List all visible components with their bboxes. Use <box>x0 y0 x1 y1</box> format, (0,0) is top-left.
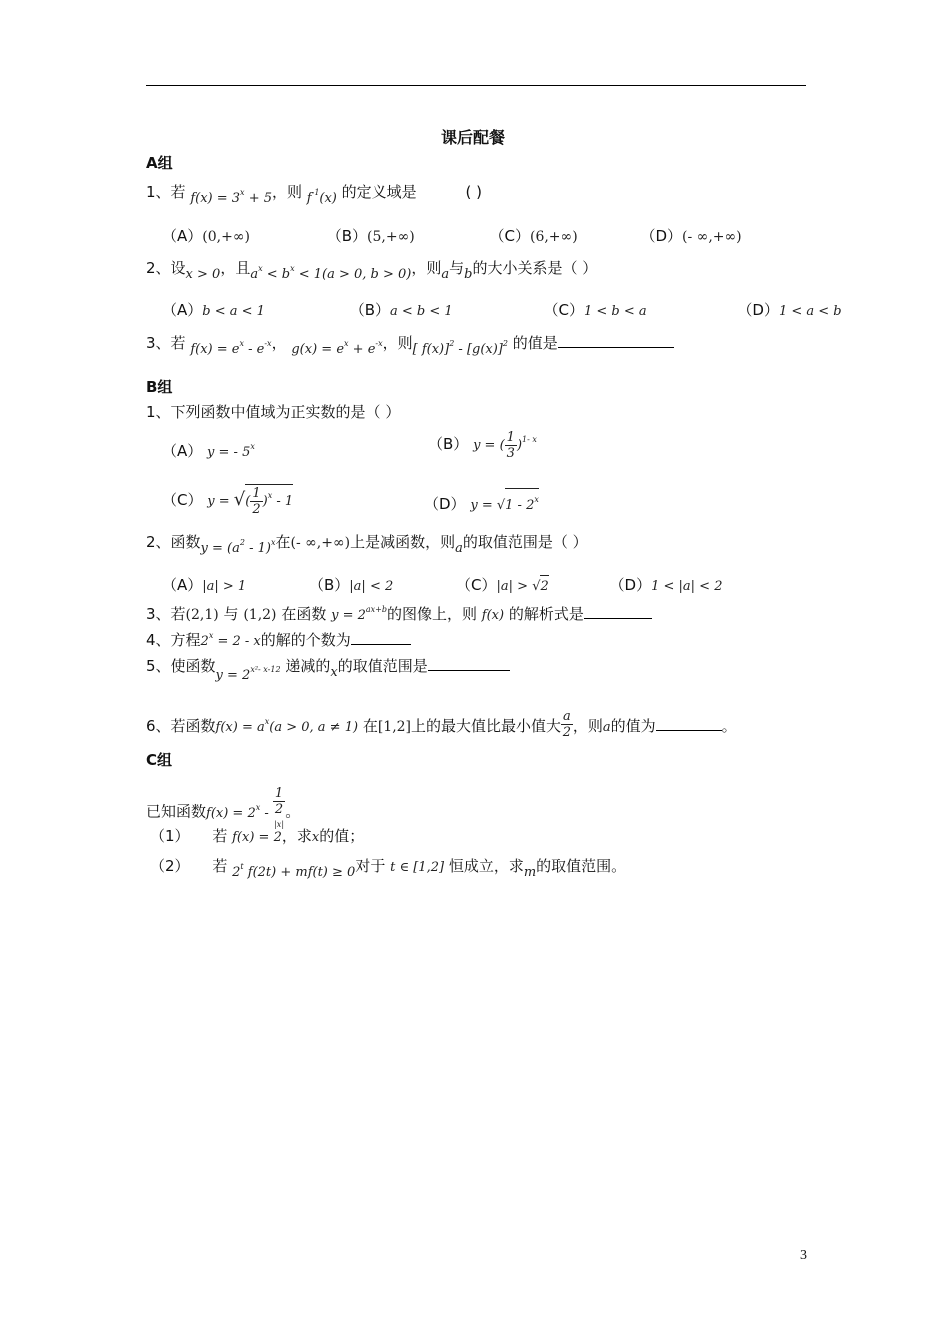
option-label: （C） <box>489 227 530 245</box>
option-value: (0,+∞) <box>202 229 250 245</box>
answer-blank[interactable] <box>558 332 674 348</box>
option-label: （D） <box>424 495 466 513</box>
q-text: 。 <box>285 802 301 821</box>
q-text: 上的最大值比最小值大 <box>411 717 562 735</box>
q-text: 的值为 <box>610 717 656 735</box>
answer-blank[interactable] <box>428 655 510 671</box>
option-label: （D） <box>609 576 652 594</box>
q-text: ，求 <box>281 827 312 845</box>
math-expr: t ∈ [1,2] <box>390 860 445 875</box>
page-number: 3 <box>800 1248 807 1263</box>
q-text: 恒成立，求 <box>448 857 524 875</box>
option-value: y = √1 - 2$^x$ <box>470 498 539 513</box>
q-text: 。 <box>721 717 737 735</box>
q-number: 2、函数 <box>146 533 201 551</box>
q-text: 的值； <box>319 827 365 845</box>
q-text: ，则 <box>382 334 413 352</box>
math-expr: $2^x = 2 - x$ <box>200 631 261 649</box>
q-text: 在函数 <box>281 605 327 623</box>
question-b1: 1、下列函数中值域为正实数的是（ ） <box>146 403 401 421</box>
option-label: （C） <box>456 576 497 594</box>
option-b1-c <box>162 484 293 517</box>
question-a3 <box>146 329 674 355</box>
q-text: 的取值范围是 <box>337 657 428 675</box>
q-number: 1、若 <box>146 183 186 201</box>
question-b3 <box>146 600 652 626</box>
option-value: |a| > 1 <box>202 579 247 594</box>
q-text: 与 <box>223 605 239 623</box>
math-expr: f(x) = 2 <box>232 830 282 845</box>
group-a-label: A组 <box>146 154 173 172</box>
option-value: y = √( $\frac{1}{2}$ )$^x$ - 1 <box>207 486 294 517</box>
q-text: 与 <box>449 259 465 277</box>
option-label: （A） <box>162 442 203 460</box>
answer-blank[interactable] <box>656 715 722 731</box>
q-number: （2） <box>150 857 190 875</box>
q-text: 上是减函数，则 <box>350 533 456 551</box>
math-var: x <box>330 665 338 680</box>
math-expr: $f(x) = 2^x$ - 1 2 $^{|x|}$ <box>206 786 285 829</box>
math-var: a <box>441 267 450 282</box>
question-b6 <box>146 711 737 742</box>
question-c-part1 <box>150 826 364 848</box>
math-expr: $y = 2^{x^2- x-12}$ <box>215 665 281 683</box>
math-var: x <box>311 830 320 845</box>
options-a2 <box>162 300 842 322</box>
question-a1 <box>146 178 482 204</box>
math-expr: $f(x) = a^x(a > 0$, a ≠ 1) <box>215 717 359 735</box>
math-expr: f(x) <box>481 608 505 623</box>
math-expr: $g(x) = e^x + e^{-x}$ <box>291 339 383 357</box>
answer-blank[interactable] <box>584 603 652 619</box>
question-a2 <box>146 254 597 280</box>
option-label: （A） <box>162 576 203 594</box>
math-expr: x > 0 <box>185 267 221 282</box>
q-number: 6、若函数 <box>146 717 216 735</box>
math-expr: $f(x) = 3^x + 5$ <box>190 188 272 206</box>
option-value: a < b < 1 <box>390 304 453 319</box>
question-b4 <box>146 626 411 652</box>
option-label: （A） <box>162 301 203 319</box>
option-label: （D） <box>737 301 779 319</box>
q-text: 若 <box>212 827 228 845</box>
q-number: 3、若 <box>146 334 186 352</box>
math-expr: $y = (a^2 - 1)^x$ <box>200 538 276 556</box>
math-var: b <box>464 267 473 282</box>
q-text: 对于 <box>355 857 386 875</box>
option-value: y = ( $\frac{1}{3}$ )$^{1- x}$ <box>473 430 537 461</box>
answer-blank[interactable] <box>351 629 411 645</box>
option-value: (- ∞,+∞) <box>682 229 742 245</box>
question-c-part2 <box>150 852 626 878</box>
question-b5 <box>146 652 510 683</box>
math-expr: [1,2] <box>377 719 412 735</box>
q-number: 3、若 <box>146 605 186 623</box>
math-expr: 2$^t$ f(2t) + mf(t) ≥ 0 <box>232 862 356 880</box>
option-b1-b <box>428 430 537 461</box>
answer-paren: ( ) <box>465 183 482 201</box>
option-value: 1 < |a| < 2 <box>651 579 723 594</box>
option-label: （B） <box>428 435 469 453</box>
math-expr: (1,2) <box>243 607 277 623</box>
q-number: 2、设 <box>146 259 186 277</box>
math-expr: $a^x < b^x < 1(a > 0$, b > 0) <box>250 264 412 282</box>
q-text: 的定义域是 <box>341 183 417 201</box>
q-text: 若 <box>212 857 228 875</box>
math-var: a <box>602 720 611 735</box>
math-expr: (- ∞,+∞) <box>290 535 351 551</box>
q-text: 的取值范围是（ ） <box>462 533 588 551</box>
question-b2 <box>146 528 588 554</box>
q-text: 的图像上，则 <box>387 605 478 623</box>
option-label: （C） <box>162 491 203 509</box>
option-value: 1 < a < b <box>778 304 842 319</box>
option-value: (5,+∞) <box>367 229 415 245</box>
options-a1 <box>162 226 742 247</box>
q-number: 5、使函数 <box>146 657 216 675</box>
q-text: 的取值范围。 <box>536 857 627 875</box>
group-b-label: B组 <box>146 378 173 396</box>
option-b1-d <box>424 488 539 516</box>
option-value: (6,+∞) <box>529 229 578 245</box>
option-value: |a| < 2 <box>349 579 394 594</box>
q-number: （1） <box>150 827 190 845</box>
option-label: （A） <box>162 227 203 245</box>
option-label: （C） <box>543 301 584 319</box>
q-text: 递减的 <box>285 657 331 675</box>
q-text: ，则 <box>272 183 303 201</box>
option-label: （B） <box>349 301 391 319</box>
q-text: 的解的个数为 <box>260 631 351 649</box>
q-text: ，则 <box>572 717 603 735</box>
q-text: 已知函数 <box>146 802 207 821</box>
page-title: 课后配餐 <box>441 128 506 147</box>
options-b2 <box>162 575 722 597</box>
group-c-label: C组 <box>146 751 173 769</box>
option-value: |a| > √2 <box>497 579 549 594</box>
q-number: 4、方程 <box>146 631 201 649</box>
option-b1-a <box>162 437 255 463</box>
math-expr: $y = 2^{ax+b}$ <box>331 605 387 623</box>
math-expr: $f^{-1}(x)$ <box>306 188 337 206</box>
math-fraction: $\frac{a}{2}$ <box>562 709 572 740</box>
q-text: 的解析式是 <box>508 605 584 623</box>
option-label: （B） <box>326 227 368 245</box>
math-expr: (2,1) <box>185 607 219 623</box>
math-var: m <box>523 865 537 880</box>
math-expr: [ $f(x)]^2 - [g(x)]^2$ <box>412 339 508 357</box>
q-text: 在 <box>275 533 291 551</box>
q-text: ，则 <box>411 259 442 277</box>
option-value: 1 < b < a <box>583 304 647 319</box>
option-label: （D） <box>640 227 683 245</box>
q-text: 的大小关系是（ ） <box>472 259 598 277</box>
math-expr: $f(x) = e^x - e^{-x}$ <box>190 339 272 357</box>
q-text: 在 <box>362 717 378 735</box>
option-value: b < a < 1 <box>202 304 265 319</box>
q-text: 的值是 <box>512 334 558 352</box>
math-var: a <box>455 541 463 556</box>
option-value: y = - 5$^x$ <box>207 442 255 460</box>
q-text: ，且 <box>220 259 251 277</box>
q-text: ， <box>271 334 287 352</box>
option-label: （B） <box>309 576 350 594</box>
header-rule <box>146 85 806 86</box>
